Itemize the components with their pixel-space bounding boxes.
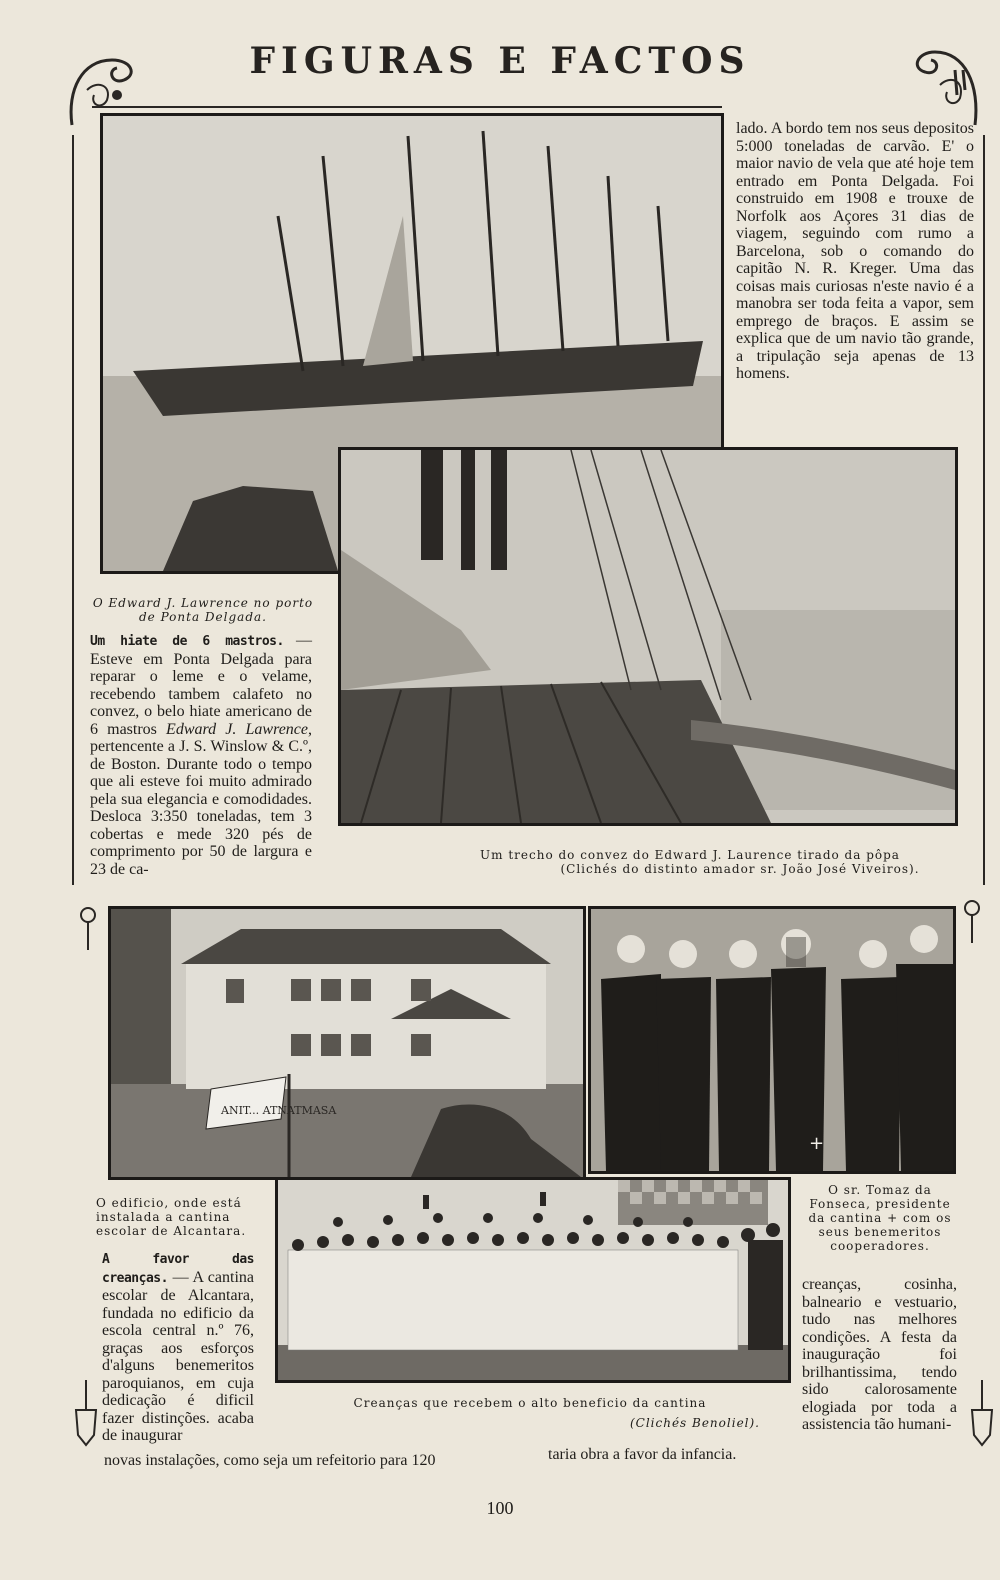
- school-building-photo: [108, 906, 586, 1180]
- cantina-bottom-line-left: novas instalações, como seja um refeitorio para 120: [104, 1452, 436, 1469]
- page-border-top: [92, 106, 722, 108]
- page-number: 100: [486, 1498, 514, 1518]
- ship-article-text-lead: — Esteve em Ponta Delgada para reparar o leme e o velame, recebendo tambem calafeto no convez, o belo hiate americano de 6 mastros: [90, 632, 313, 738]
- cantina-bottom-line-right: taria obra a favor da infancia.: [548, 1446, 737, 1463]
- page-title: FIGURAS E FACTOS: [249, 40, 751, 82]
- side-ornament-left-icon: [78, 905, 98, 955]
- bottom-ornament-left-icon: [72, 1380, 100, 1450]
- building-photo-caption: O edificio, onde está instalada a cantina escolar de Alcantara.: [96, 1196, 247, 1238]
- children-photo-credit: (Clichés Benoliel).: [629, 1416, 760, 1430]
- ship-deck-photo: [338, 447, 958, 826]
- corner-ornament-right-icon: [905, 40, 985, 130]
- ship-article-left-column: [90, 632, 312, 878]
- ship-article-text-tail: , pertencente a J. S. Winslow & C.º, de Boston. Durante todo o tempo que ali esteve foi muito admirado pela sua elegancia e comodidades. Desloca 3:350 toneladas, tem 3 cobertas e mede 320 pés de comprimento por 50 de largura e 23 de ca-: [90, 720, 312, 878]
- schoolchildren-photo: [275, 1177, 791, 1383]
- svg-text:+: +: [809, 1133, 825, 1154]
- men-photo-caption: O sr. Tomaz da Fonseca, presidente da cantina + com os seus benemeritos cooperadores.: [808, 1183, 952, 1253]
- deck-photo-caption: [410, 848, 970, 876]
- side-ornament-right-icon: [962, 898, 982, 948]
- cantina-article-text: — A cantina escolar de Alcantara, fundada no edificio da escola central n.º 76, graças aos esforços d'alguns benemeritos paroquianos, em cuja dedicação é dificil fazer distinções. acaba de inaugurar: [102, 1268, 254, 1444]
- deck-caption-line-2: (Clichés do distinto amador sr. João José Viveiros).: [560, 862, 920, 876]
- page-border-right: [983, 135, 985, 885]
- cantina-article-left-column: [102, 1250, 254, 1445]
- ship-photo-caption: O Edward J. Lawrence no porto de Ponta Delgada.: [92, 596, 314, 624]
- cantina-article-headline: A favor das creanças.: [102, 1252, 254, 1286]
- flag-text: ANIT... ATNATMASA: [221, 1104, 337, 1117]
- children-photo-caption: Creanças que recebem o alto beneficio da cantina: [353, 1396, 707, 1410]
- ship-article-right-column: lado. A bordo tem nos seus depositos 5:000 toneladas de carvão. E' o maior navio de vela que até hoje tem entrado em Ponta Delgada. Foi construido em 1908 e trouxe de Norfolk aos Açores 31 dias de viagem, seguindo com rumo a Barcelona, sob o comando do capitão N. R. Kreger. Uma das coisas mais curiosas n'este navio é a manobra ser toda feita a vapor, sem emprego de braços. E assim se explica que de um navio tão grande, a tripulação seja apenas de 13 homens.: [736, 120, 974, 382]
- cantina-article-right-column: creanças, cosinha, balneario e vestuario, tudo nas melhores condições. A festa da inauguração foi brilhantissima, tendo sido calorosamente elogiada por toda a assistencia tão humani-: [802, 1276, 957, 1433]
- ship-name: Edward J. Lawrence: [166, 720, 308, 738]
- deck-caption-line-1: Um trecho do convez do Edward J. Laurence tirado da pôpa: [480, 848, 900, 862]
- cantina-cooperators-photo: [588, 906, 956, 1174]
- ship-article-headline: Um hiate de 6 mastros.: [90, 634, 284, 649]
- bottom-ornament-right-icon: [968, 1380, 996, 1450]
- page-border-left: [72, 135, 74, 885]
